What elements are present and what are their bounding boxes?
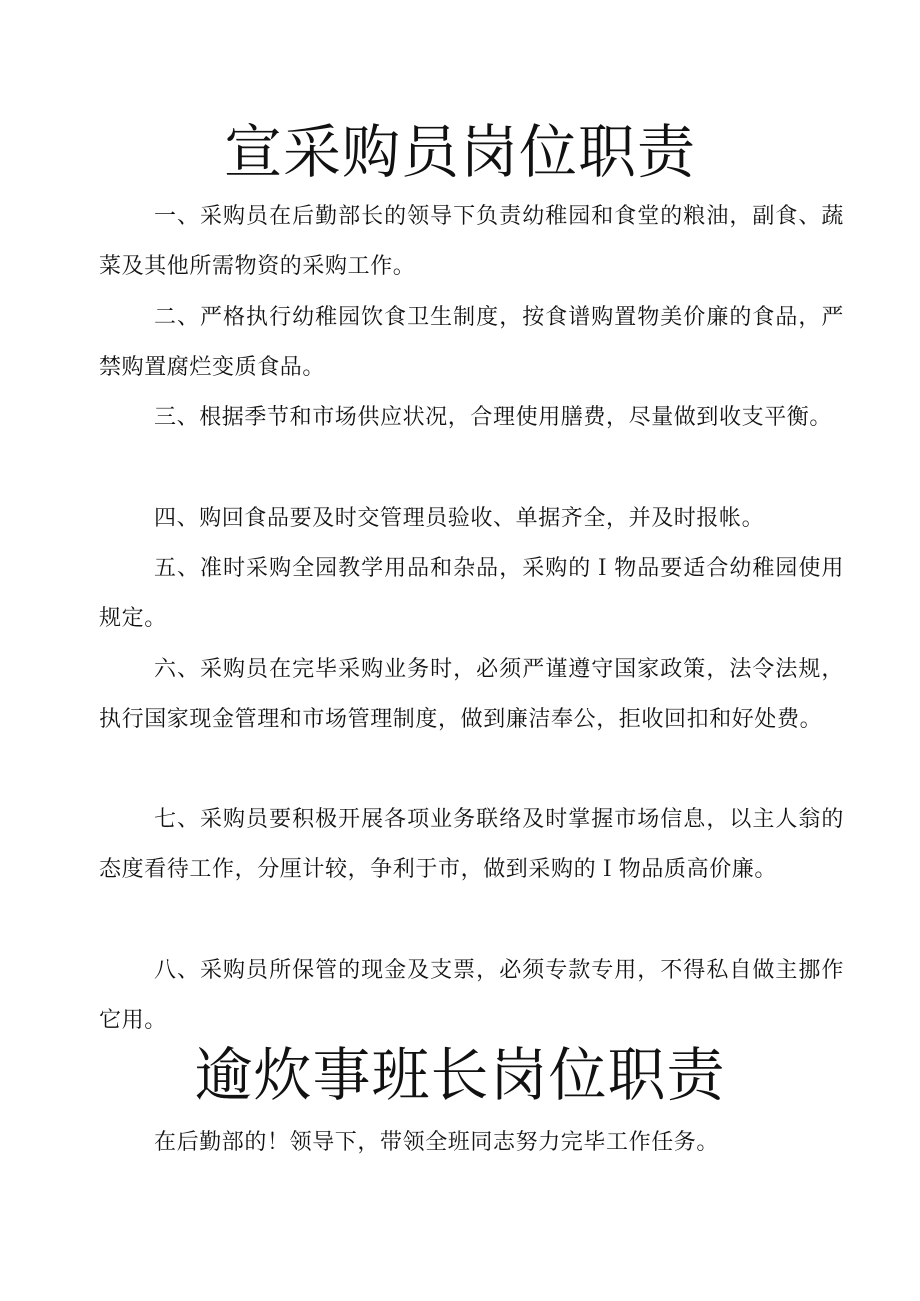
paragraph-4: 四、购回食品要及时交管理员验收、单据齐全，并及时报帐。 bbox=[154, 506, 765, 531]
paragraph-8: 八、采购员所保管的现金及支票，必须专款专用，不得私自做主挪作它用。 bbox=[99, 958, 844, 1033]
paragraph-7: 七、采购员要积极开展各项业务联络及时掌握市场信息，以主人翁的态度看待工作，分厘计较，争利于市，做到采购的Ｉ物品质高价廉。 bbox=[99, 807, 844, 882]
section-intro: 在后勤部的！领导下，带领全班同志努力完毕工作任务。 bbox=[154, 1130, 720, 1155]
paragraph-2: 二、严格执行幼稚园饮食卫生制度，按食谱购置物美价廉的食品，严禁购置腐烂变质食品。 bbox=[99, 305, 844, 380]
paragraph-1: 一、采购员在后勤部长的领导下负责幼稚园和食堂的粮油，副食、蔬菜及其他所需物资的采购工作。 bbox=[99, 204, 844, 279]
page-title: 宣采购员岗位职责 bbox=[223, 118, 696, 186]
section-title: 逾炊事班长岗位职责 bbox=[194, 1041, 726, 1109]
paragraph-6: 六、采购员在完毕采购业务时，必须严谨遵守国家政策，法令法规，执行国家现金管理和市场管理制度，做到廉洁奉公，拒收回扣和好处费。 bbox=[99, 657, 844, 732]
paragraph-5: 五、准时采购全园教学用品和杂品，采购的Ｉ物品要适合幼稚园使用规定。 bbox=[99, 556, 844, 631]
paragraph-3: 三、根据季节和市场供应状况，合理使用膳费，尽量做到收支平衡。 bbox=[154, 405, 833, 430]
